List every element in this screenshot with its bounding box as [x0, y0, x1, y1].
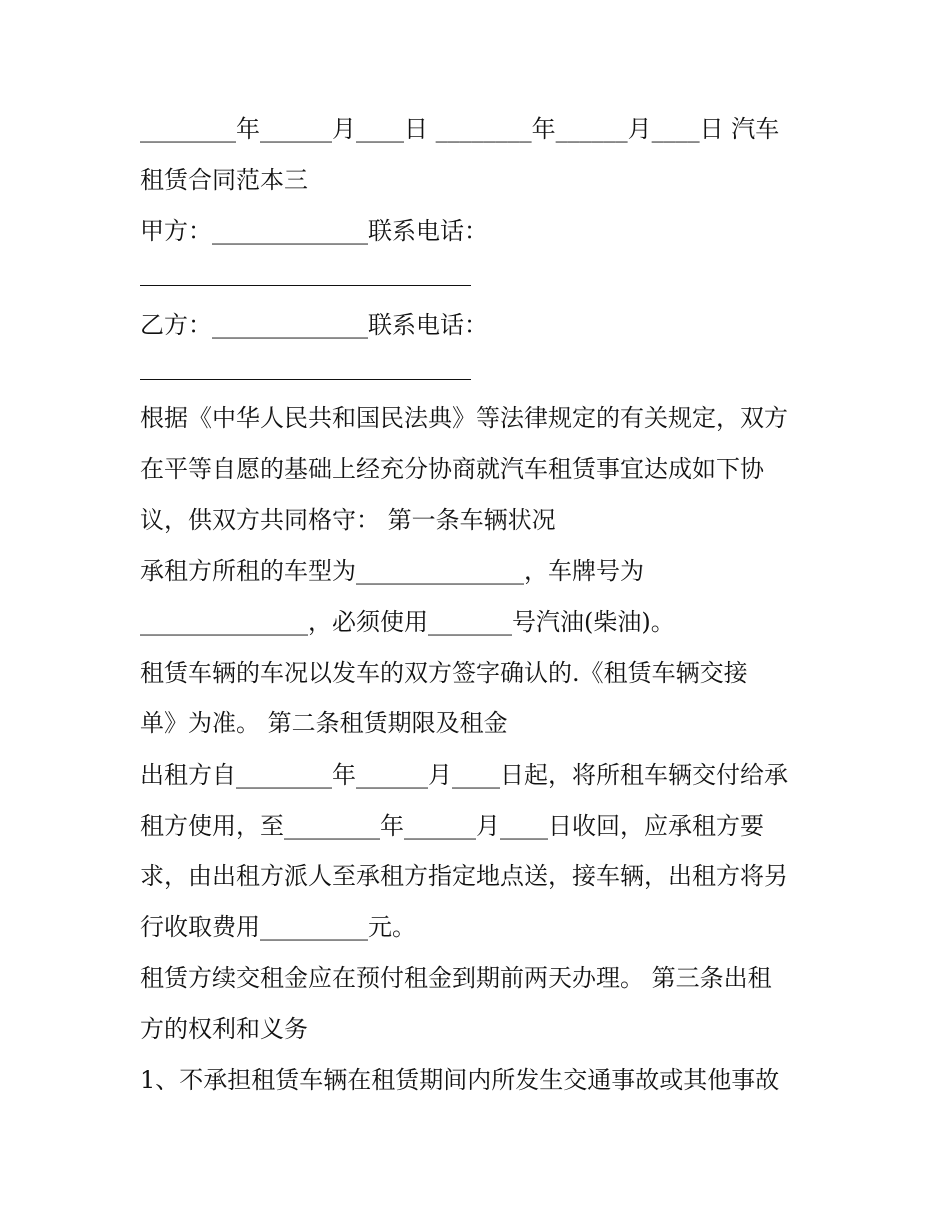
body-line: 根据《中华人民共和国民法典》等法律规定的有关规定，双方: [140, 404, 788, 432]
contract-title: 租赁合同范本三: [140, 166, 308, 194]
party-a-line: 甲方：_____________联系电话：: [140, 217, 488, 245]
body-line: 行收取费用_________元。: [140, 913, 416, 941]
body-line: 租方使用，至________年______月____日收回，应承租方要: [140, 812, 764, 840]
body-line: 单》为准。 第二条租赁期限及租金: [140, 709, 508, 737]
body-line: 出租方自________年______月____日起，将所租车辆交付给承: [140, 761, 788, 789]
body-line: ______________，必须使用_______号汽油(柴油)。: [140, 608, 675, 636]
body-line: 承租方所租的车型为______________，车牌号为: [140, 557, 644, 585]
date-line: ________年______月____日 ________年______月____日 汽车: [140, 115, 780, 143]
body-line: 求，由出租方派人至承租方指定地点送，接车辆，出租方将另: [140, 862, 788, 890]
body-line: 租赁车辆的车况以发车的双方签字确认的.《租赁车辆交接: [140, 659, 748, 687]
body-line: 1、不承担租赁车辆在租赁期间内所发生交通事故或其他事故: [140, 1066, 780, 1094]
body-line: 方的权利和义务: [140, 1015, 308, 1043]
party-b-line: 乙方：_____________联系电话：: [140, 311, 488, 339]
body-line: 在平等自愿的基础上经充分协商就汽车租赁事宜达成如下协: [140, 455, 764, 483]
body-line: 议，供双方共同格守： 第一条车辆状况: [140, 506, 556, 534]
party-b-phone-blank: [140, 379, 471, 380]
body-line: 租赁方续交租金应在预付租金到期前两天办理。 第三条出租: [140, 964, 772, 992]
party-a-phone-blank: [140, 285, 471, 286]
